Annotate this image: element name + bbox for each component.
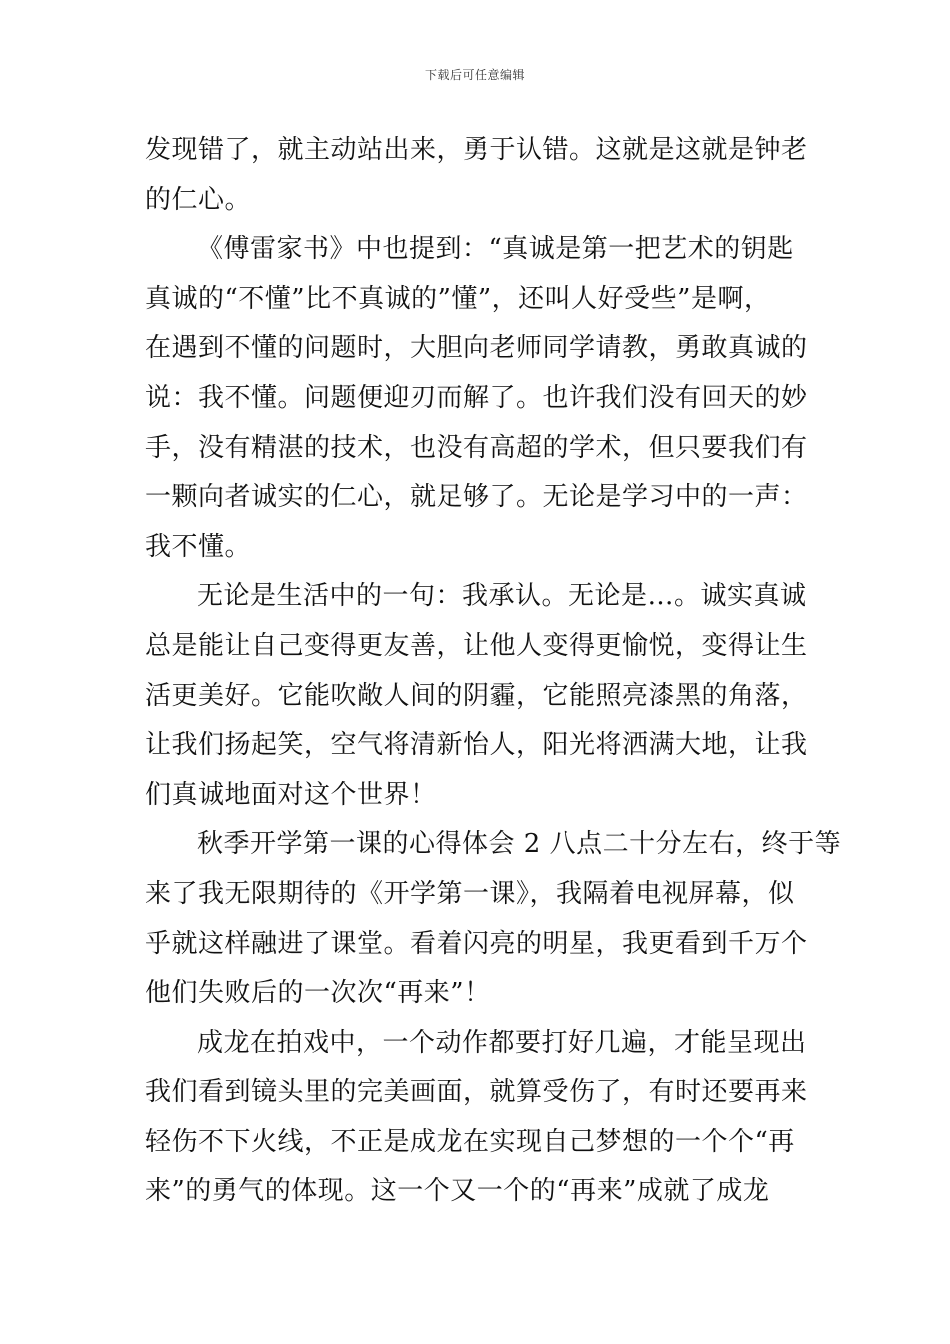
text-line: 说：我不懂。问题便迎刃而解了。也许我们没有回天的妙 bbox=[145, 382, 808, 413]
text-line: 来了我无限期待的《开学第一课》，我隔着电视屏幕，似 bbox=[145, 878, 795, 909]
page-header: 下载后可任意编辑 bbox=[424, 68, 525, 82]
text-line: 无论是生活中的一句：我承认。无论是…。诚实真诚 bbox=[197, 581, 807, 612]
text-line: 发现错了，就主动站出来，勇于认错。这就是这就是钟老 bbox=[145, 135, 808, 165]
text-line: 在遇到不懂的问题时，大胆向老师同学请教，勇敢真诚的 bbox=[145, 333, 808, 364]
text-line: 们真诚地面对这个世界！ bbox=[145, 779, 437, 810]
text-line: 让我们扬起笑，空气将清新怡人，阳光将洒满大地，让我 bbox=[145, 730, 808, 761]
text-line: 的仁心。 bbox=[145, 184, 252, 215]
text-line: 活更美好。它能吹敞人间的阴霾，它能照亮漆黑的角落， bbox=[145, 680, 808, 711]
text-line: 秋季开学第一课的心得体会 2 八点二十分左右，终于等 bbox=[197, 829, 842, 860]
text-line: 真诚的“不懂”比不真诚的”懂”，还叫人好受些”是啊， bbox=[145, 283, 771, 314]
text-line: 我不懂。 bbox=[145, 531, 252, 562]
document-body bbox=[145, 126, 842, 1217]
text-line: 一颗向者诚实的仁心，就足够了。无论是学习中的一声： bbox=[145, 482, 808, 513]
text-line: 乎就这样融进了课堂。看着闪亮的明星，我更看到千万个 bbox=[145, 928, 808, 959]
text-line: 总是能让自己变得更友善，让他人变得更愉悦，变得让生 bbox=[145, 630, 808, 661]
text-line: 《傅雷家书》中也提到：“真诚是第一把艺术的钥匙 bbox=[197, 234, 794, 265]
text-line: 来”的勇气的体现。这一个又一个的“再来”成就了成龙 bbox=[145, 1176, 770, 1207]
text-line: 我们看到镜头里的完美画面，就算受伤了，有时还要再来 bbox=[145, 1077, 808, 1108]
text-line: 手，没有精湛的技术，也没有高超的学术，但只要我们有 bbox=[145, 432, 808, 463]
text-line: 成龙在拍戏中，一个动作都要打好几遍，才能呈现出 bbox=[197, 1027, 807, 1058]
text-line: 他们失败后的一次次“再来”！ bbox=[145, 978, 491, 1009]
text-line: 轻伤不下火线，不正是成龙在实现自己梦想的一个个“再 bbox=[145, 1126, 795, 1157]
